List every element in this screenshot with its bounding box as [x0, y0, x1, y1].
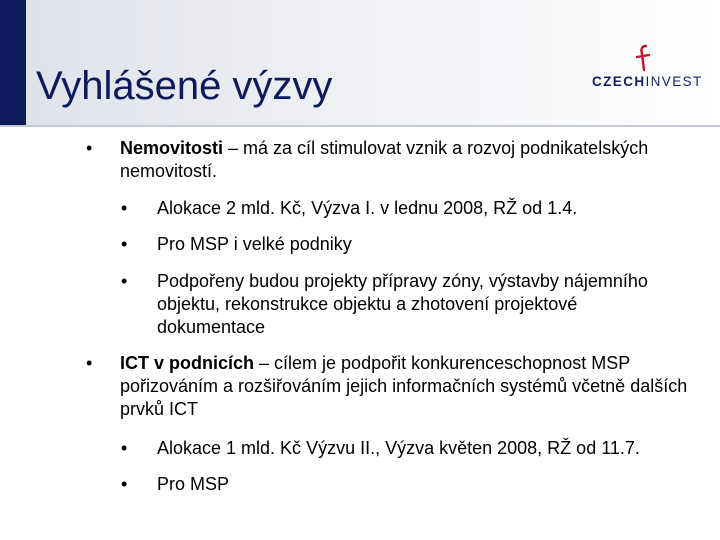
logo-text-czech: CZECH — [592, 74, 646, 89]
sub-bullet: • — [121, 271, 128, 291]
list-item — [120, 352, 700, 421]
logo-text-invest: INVEST — [645, 74, 703, 89]
bullet: • — [86, 353, 93, 373]
item-text: – má za cíl stimulovat vznik a rozvoj podnikatelských nemovitostí. — [120, 138, 649, 181]
sub-bullet: • — [121, 438, 128, 458]
item-heading: Nemovitosti — [120, 138, 224, 158]
item-heading: ICT v podnicích — [120, 353, 255, 373]
slide-title: Vyhlášené výzvy — [36, 64, 333, 108]
sub-list-item: Alokace 1 mld. Kč Výzvu II., Výzva květen 2008, RŽ od 11.7. — [157, 438, 640, 458]
list-item — [120, 137, 710, 183]
sub-list-item: Podpořeny budou projekty přípravy zóny, výstavby nájemního objektu, rekonstrukce objektu a zhotovení projektové dokumentace — [157, 271, 648, 337]
sub-list-item: Pro MSP — [157, 474, 230, 494]
sub-bullet: • — [121, 198, 128, 218]
item-text: – cílem je podpořit konkurenceschopnost MSP pořizováním a rozšiřováním jejich informačních systémů včetně dalších prvků ICT — [120, 353, 688, 419]
sub-bullet: • — [121, 234, 128, 254]
sub-list-item: Pro MSP i velké podniky — [157, 234, 352, 254]
sub-list-item: Alokace 2 mld. Kč, Výzva I. v lednu 2008, RŽ od 1.4. — [157, 198, 578, 218]
sub-bullet: • — [121, 474, 128, 494]
bullet: • — [86, 138, 93, 158]
